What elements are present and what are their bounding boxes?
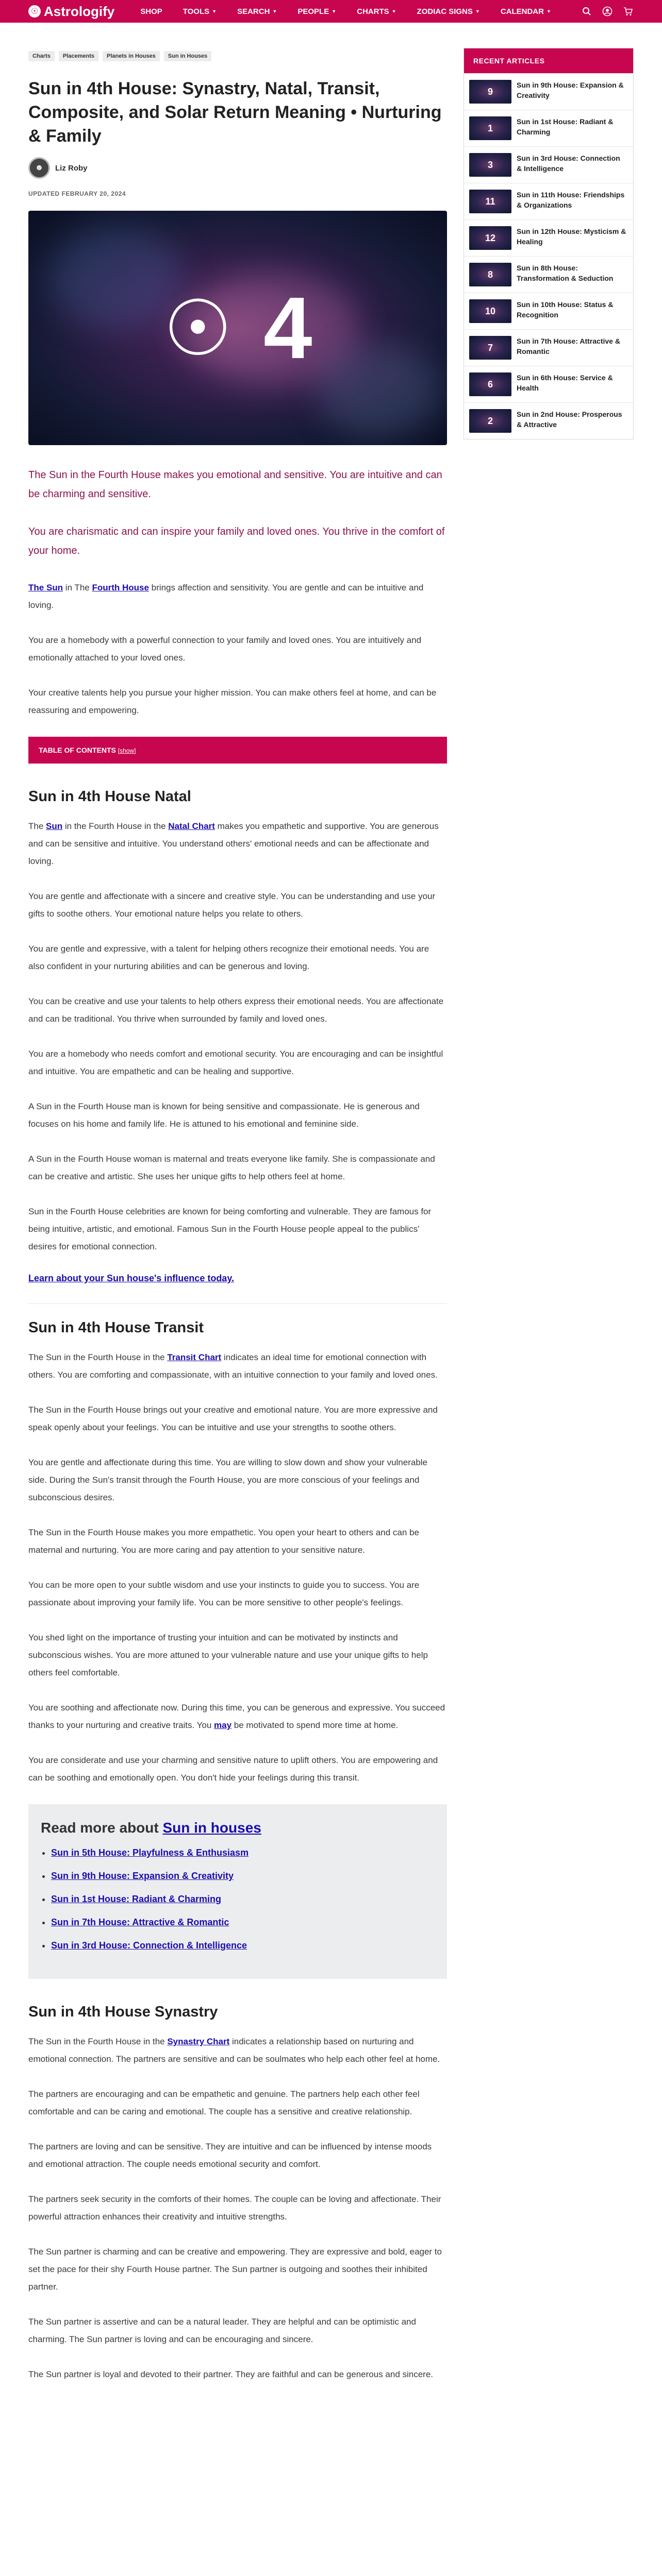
toc-show-toggle[interactable]: [show] (118, 747, 136, 754)
menu-label: SHOP (140, 7, 162, 16)
fourth-house-link[interactable]: Fourth House (92, 583, 149, 592)
avatar[interactable]: ☻ (28, 157, 50, 179)
recent-article-title[interactable]: Sun in 6th House: Service & Health (517, 374, 613, 392)
menu-label: CALENDAR (500, 7, 544, 16)
updated-date: UPDATED FEBRUARY 20, 2024 (28, 190, 126, 197)
page-title: Sun in 4th House: Synastry, Natal, Transit, Composite, and Solar Return Meaning • Nurturing & Family (28, 79, 442, 146)
natal-paragraph: A Sun in the Fourth House man is known for being sensitive and compassionate. He is generous and focuses on his home and family life. He is attuned to his emotional and feminine side. (28, 1101, 420, 1129)
natal-paragraph: Sun in the Fourth House celebrities are known for being comforting and vulnerable. They are famous for being intuitive, artistic, and emotional. Famous Sun in the Fourth House people appeal to the publics' desires for emotional connection. (28, 1207, 432, 1251)
table-of-contents[interactable] (28, 737, 447, 764)
synastry-paragraph: The Sun partner is loyal and devoted to their partner. They are faithful and can be generous and sincere. (28, 2369, 434, 2379)
chevron-down-icon: ▼ (475, 9, 480, 14)
recent-article-title[interactable]: Sun in 3rd House: Connection & Intelligence (517, 154, 620, 173)
nav-icons (572, 6, 634, 17)
divider (28, 1303, 447, 1304)
text-span: The Sun in the Fourth House in the (28, 1352, 168, 1362)
text-span: indicates a relationship based on nurturing and emotional connection. The partners are sensitive and can be soulmates who help each other feel at home. (28, 2037, 440, 2064)
recent-article-title[interactable]: Sun in 12th House: Mysticism & Healing (517, 227, 626, 246)
recent-article-item[interactable] (464, 219, 633, 256)
menu-item-zodiac-signs[interactable] (407, 7, 490, 16)
transit-paragraph: The Sun in the Fourth House brings out your creative and emotional nature. You are more expressive and speak openly about your feelings. You can be intuitive and use your strengths to soothe others. (28, 1405, 438, 1432)
sun-in-houses-link[interactable]: Sun in houses (162, 1820, 261, 1836)
synastry-paragraph (28, 2033, 447, 2068)
text-span: brings affection and sensitivity. You are gentle and can be intuitive and loving. (28, 583, 424, 610)
recent-article-item[interactable] (464, 293, 633, 329)
read-more-link[interactable]: Sun in 9th House: Expansion & Creativity (51, 1871, 234, 1881)
text-span: makes you empathetic and supportive. You are generous and can be sensitive and intuitive. You understand others' emotional needs and can be affectionate and loving. (28, 821, 439, 866)
breadcrumb (28, 51, 447, 61)
author-name[interactable]: Liz Roby (55, 163, 88, 173)
hero-image (28, 211, 447, 445)
article-thumbnail[interactable] (469, 190, 511, 213)
thumbnail-number: 7 (487, 342, 493, 353)
read-more-link[interactable]: Sun in 3rd House: Connection & Intelligence (51, 1940, 247, 1951)
read-more-link[interactable]: Sun in 1st House: Radiant & Charming (51, 1894, 222, 1904)
chevron-down-icon: ▼ (546, 9, 551, 14)
article-thumbnail[interactable] (469, 299, 511, 323)
transit-paragraph: You shed light on the importance of trusting your intuition and can be motivated by instincts and subconscious wishes. You are more attuned to your vulnerable nature and use your unique gifts to help others feel comfortable. (28, 1633, 428, 1677)
may-link[interactable]: may (214, 1720, 232, 1730)
sun-link[interactable]: Sun (46, 821, 63, 831)
breadcrumb-placements[interactable]: Placements (59, 51, 98, 61)
menu-label: SEARCH (237, 7, 270, 16)
synastry-paragraph: The partners are encouraging and can be empathetic and genuine. The partners help each other feel comfortable and can be caring and emotional. The couple has a sensitive and creative relationship. (28, 2089, 420, 2116)
synastry-paragraph: The Sun partner is assertive and can be a natural leader. They are helpful and can be optimistic and charming. The Sun partner is loving and can be encouraging and sincere. (28, 2317, 416, 2344)
hero-symbol (28, 211, 447, 445)
thumbnail-number: 9 (487, 86, 493, 97)
transit-paragraph (28, 1699, 447, 1734)
menu-item-people[interactable] (287, 7, 346, 16)
recent-article-item[interactable] (464, 146, 633, 183)
sidebar (464, 23, 634, 2401)
lead-paragraph: The Sun in the Fourth House makes you emotional and sensitive. You are intuitive and can be charming and sensitive. (28, 469, 442, 500)
author-byline (28, 157, 447, 179)
natal-paragraph: You can be creative and use your talents to help others express their emotional needs. You are affectionate and can be traditional. You thrive when surrounded by family and loved ones. (28, 996, 444, 1024)
recent-article-item[interactable] (464, 366, 633, 402)
sun-symbol-icon: ☉ (163, 284, 233, 371)
synastry-paragraph: The Sun partner is charming and can be creative and empowering. They are expressive and bold, eager to set the pace for their shy Fourth House partner. The Sun partner is outgoing and soothes their inhibited partner. (28, 2247, 442, 2292)
natal-paragraph: A Sun in the Fourth House woman is maternal and treats everyone like family. She is compassionate and can be creative and artistic. She uses her unique gifts to help others feel at home. (28, 1154, 435, 1181)
breadcrumb-charts[interactable]: Charts (28, 51, 55, 61)
recent-article-title[interactable]: Sun in 9th House: Expansion & Creativity (517, 81, 624, 99)
menu-label: ZODIAC SIGNS (417, 7, 473, 16)
menu-label: CHARTS (357, 7, 389, 16)
recent-articles-heading: RECENT ARTICLES (464, 48, 633, 73)
thumbnail-number: 12 (485, 232, 496, 243)
chevron-down-icon: ▼ (391, 9, 396, 14)
thumbnail-number: 2 (487, 415, 493, 426)
thumbnail-number: 3 (487, 159, 493, 170)
site-logo[interactable] (28, 4, 114, 20)
text-span: Read more about (41, 1820, 163, 1836)
article-thumbnail[interactable] (469, 409, 511, 433)
text-span: You are soothing and affectionate now. During this time, you can be generous and expressive. You succeed thanks to your nurturing and creative traits. You (28, 1703, 445, 1730)
recent-article-item[interactable] (464, 329, 633, 366)
list-item (51, 1871, 428, 1882)
list-item (51, 1917, 428, 1928)
logo-text: Astrologify (44, 3, 115, 19)
thumbnail-number: 8 (487, 269, 493, 280)
list-item (51, 1894, 428, 1905)
transit-paragraph: You are considerate and use your charming and sensitive nature to uplift others. You are empowering and can be soothing and emotionally open. You don't hide your feelings during this transit. (28, 1755, 438, 1783)
article-thumbnail[interactable] (469, 372, 511, 396)
read-more-box (28, 1804, 447, 1979)
intro-paragraph: Your creative talents help you pursue your higher mission. You can make others feel at home, and can be reassuring and empowering. (28, 688, 437, 715)
article-thumbnail[interactable] (469, 336, 511, 360)
text-span: The (28, 821, 46, 831)
article-thumbnail[interactable] (469, 153, 511, 177)
chevron-down-icon: ▼ (332, 9, 337, 14)
natal-paragraph: You are gentle and expressive, with a talent for helping others recognize their emotional needs. You are also confident in your nurturing abilities and can be generous and loving. (28, 944, 429, 971)
recent-article-item[interactable] (464, 402, 633, 439)
text-span: be motivated to spend more time at home. (231, 1720, 399, 1730)
recent-articles (464, 48, 634, 439)
lead-paragraph: You are charismatic and can inspire your family and loved ones. You thrive in the comfort of your home. (28, 526, 445, 556)
article-thumbnail[interactable] (469, 263, 511, 286)
intro-paragraph: You are a homebody with a powerful connection to your family and loved ones. You are intuitively and emotionally attached to your loved ones. (28, 635, 422, 663)
top-nav (0, 0, 662, 23)
article-thumbnail[interactable] (469, 116, 511, 140)
main-menu (130, 7, 561, 16)
natal-paragraph (28, 818, 447, 870)
transit-chart-link[interactable]: Transit Chart (167, 1352, 222, 1362)
learn-more-link[interactable]: Learn about your Sun house's influence today. (28, 1273, 234, 1283)
read-more-heading (41, 1820, 428, 1836)
list-item (51, 1940, 428, 1951)
menu-item-calendar[interactable] (490, 7, 561, 16)
transit-paragraph: You can be more open to your subtle wisdom and use your instincts to guide you to success. You are passionate about improving your family life. You can be more sensitive to other people's feelings. (28, 1580, 420, 1607)
recent-article-title[interactable]: Sun in 7th House: Attractive & Romantic (517, 337, 620, 355)
transit-paragraph: The Sun in the Fourth House makes you more empathetic. You open your heart to others and can be maternal and nurturing. You are more caring and pay attention to your sensitive nature. (28, 1528, 419, 1555)
thumbnail-number: 6 (487, 379, 493, 389)
intro-paragraph (28, 579, 447, 614)
natal-heading: Sun in 4th House Natal (28, 788, 191, 805)
menu-label: PEOPLE (297, 7, 329, 16)
natal-chart-link[interactable]: Natal Chart (168, 821, 215, 831)
text-span: in the Fourth House in the (62, 821, 169, 831)
natal-paragraph: You are gentle and affectionate with a sincere and creative style. You can be understanding and use your gifts to soothe others. Your emotional nature helps you relate to others. (28, 891, 436, 919)
menu-item-tools[interactable] (173, 7, 227, 16)
recent-article-title[interactable]: Sun in 11th House: Friendships & Organizations (517, 191, 625, 209)
synastry-chart-link[interactable]: Synastry Chart (167, 2037, 230, 2046)
text-span: indicates an ideal time for emotional connection with others. You are comforting and compassionate, with an intuitive connection to your family and loved ones. (28, 1352, 438, 1380)
recent-article-item[interactable] (464, 256, 633, 293)
cart-icon[interactable] (622, 6, 634, 17)
breadcrumb-planets-in-houses[interactable]: Planets in Houses (103, 51, 160, 61)
recent-article-title[interactable]: Sun in 1st House: Radiant & Charming (517, 117, 614, 136)
chevron-down-icon: ▼ (212, 9, 217, 14)
recent-article-item[interactable] (464, 73, 633, 110)
menu-label: TOOLS (183, 7, 210, 16)
transit-paragraph: You are gentle and affectionate during this time. You are willing to slow down and show your vulnerable side. During the Sun's transit through the Fourth House, you are more conscious of your feelings and subconscious desires. (28, 1458, 428, 1502)
recent-article-title[interactable]: Sun in 2nd House: Prosperous & Attractive (517, 410, 622, 429)
chevron-down-icon: ▼ (272, 9, 277, 14)
learn-more (28, 1273, 447, 1284)
the-sun-link[interactable]: The Sun (28, 583, 63, 592)
recent-article-title[interactable]: Sun in 8th House: Transformation & Seduction (517, 264, 614, 282)
breadcrumb-sun-in-houses[interactable]: Sun in Houses (164, 51, 211, 61)
thumbnail-number: 10 (485, 306, 496, 316)
menu-item-charts[interactable] (346, 7, 406, 16)
synastry-heading: Sun in 4th House Synastry (28, 2004, 218, 2020)
read-more-link[interactable]: Sun in 5th House: Playfulness & Enthusiasm (51, 1848, 249, 1858)
search-icon[interactable] (581, 6, 592, 17)
toc-label: TABLE OF CONTENTS (39, 746, 116, 754)
user-icon[interactable] (602, 6, 613, 17)
menu-item-search[interactable] (227, 7, 287, 16)
text-span: in The (63, 583, 92, 592)
logo-icon: ☉ (28, 5, 41, 18)
recent-article-title[interactable]: Sun in 10th House: Status & Recognition (517, 300, 614, 319)
text-span: The Sun in the Fourth House in the (28, 2037, 168, 2046)
article-thumbnail[interactable] (469, 226, 511, 250)
transit-heading: Sun in 4th House Transit (28, 1319, 204, 1336)
thumbnail-number: 11 (485, 196, 495, 207)
recent-article-item[interactable] (464, 110, 633, 146)
list-item (51, 1848, 428, 1858)
read-more-link[interactable]: Sun in 7th House: Attractive & Romantic (51, 1917, 229, 1927)
natal-paragraph: You are a homebody who needs comfort and emotional security. You are encouraging and can be insightful and intuitive. You are empathetic and can be healing and supportive. (28, 1049, 443, 1076)
transit-paragraph (28, 1349, 447, 1384)
read-more-list (41, 1848, 428, 1951)
recent-article-item[interactable] (464, 183, 633, 219)
menu-item-shop[interactable] (130, 7, 173, 16)
thumbnail-number: 1 (487, 123, 493, 133)
article-thumbnail[interactable] (469, 80, 511, 104)
hero-house-number: 4 (263, 279, 312, 377)
article (28, 23, 447, 2401)
synastry-paragraph: The partners seek security in the comforts of their homes. The couple can be loving and affectionate. Their powerful attraction enhances their creativity and intuitive strengths. (28, 2194, 441, 2222)
synastry-paragraph: The partners are loving and can be sensitive. They are intuitive and can be influenced by intense moods and emotional attraction. The couple needs emotional security and comfort. (28, 2142, 432, 2169)
